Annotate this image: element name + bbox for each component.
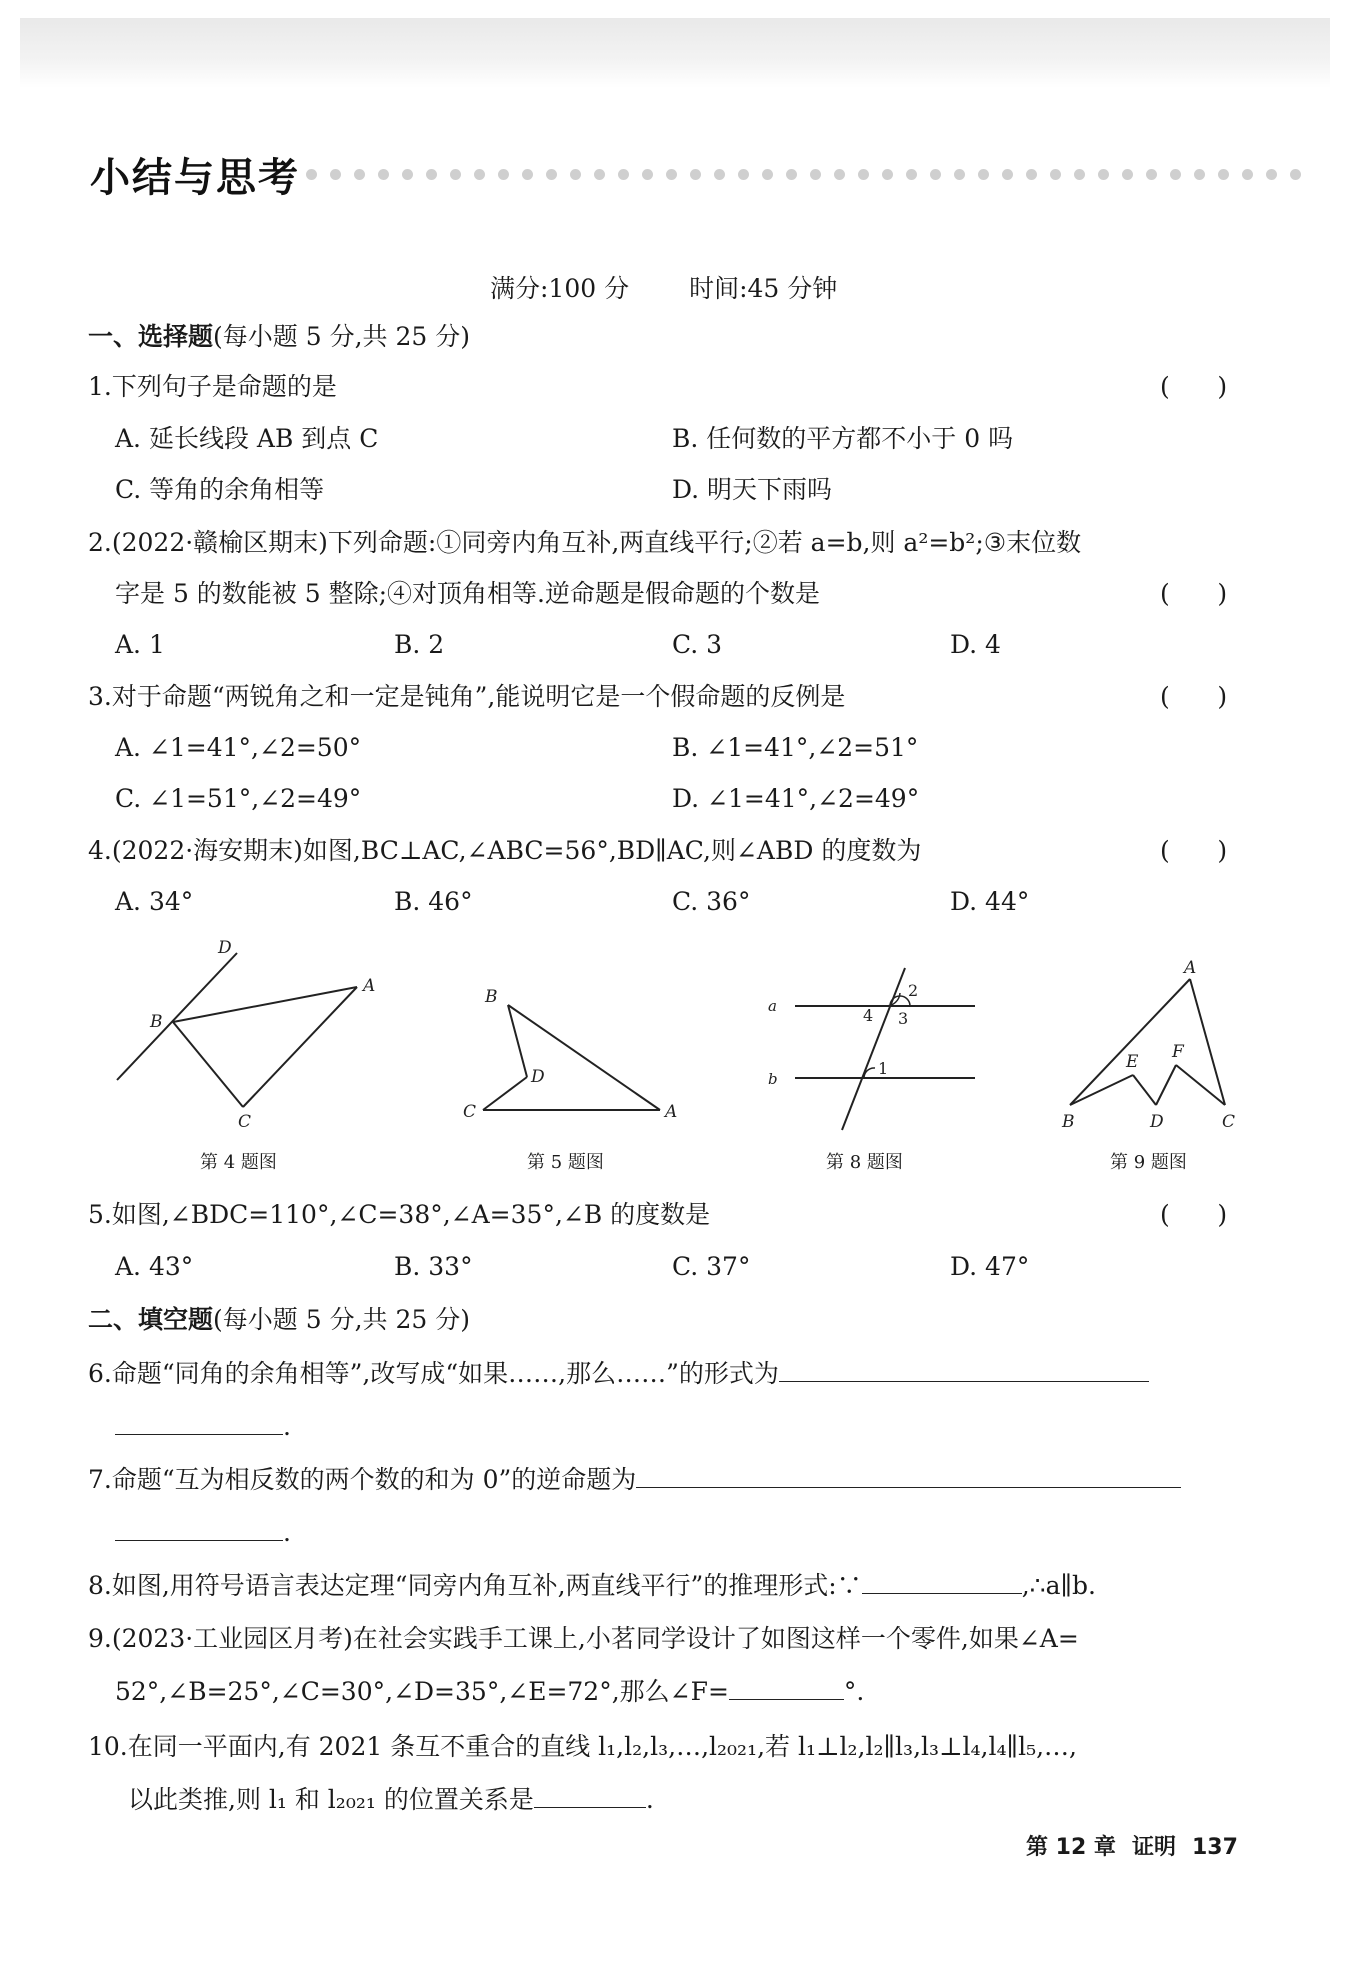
q5-option-c: C. 37° — [672, 1252, 751, 1281]
q7-answer-blank-2[interactable] — [115, 1516, 283, 1541]
q3-option-d: D. ∠1=41°,∠2=49° — [672, 784, 920, 813]
q5-option-b: B. 33° — [394, 1252, 473, 1281]
fig8-label-4: 4 — [863, 1006, 874, 1025]
q7-stem: 7.命题“互为相反数的两个数的和为 0”的逆命题为 — [88, 1465, 637, 1494]
q3-option-b: B. ∠1=41°,∠2=51° — [672, 733, 919, 762]
figure-q4 — [105, 935, 385, 1139]
q1-option-d: D. 明天下雨吗 — [672, 475, 833, 504]
q7-line1 — [88, 1463, 1181, 1497]
q6-answer-blank-2[interactable] — [115, 1410, 283, 1435]
q1-option-c: C. 等角的余角相等 — [115, 475, 325, 504]
fig8-label-a: a — [768, 997, 777, 1015]
page-footer — [1026, 1830, 1238, 1861]
q2-stem-line1: 2.(2022·赣榆区期末)下列命题:①同旁内角互补,两直线平行;②若 a=b,则 a²=b²;③末位数 — [88, 528, 1082, 557]
q10-end: . — [645, 1785, 654, 1814]
figure-q4-caption: 第 4 题图 — [200, 1152, 277, 1173]
q10-line2 — [128, 1783, 654, 1817]
fig9-label-c: C — [1222, 1112, 1236, 1132]
fig9-label-b: B — [1062, 1112, 1075, 1132]
fig9-label-d: D — [1150, 1112, 1164, 1132]
fig8-label-1: 1 — [878, 1059, 889, 1078]
q6-line1 — [88, 1357, 1149, 1391]
fig8-label-b: b — [768, 1070, 778, 1088]
q2-option-a: A. 1 — [115, 630, 165, 659]
q3-option-c: C. ∠1=51°,∠2=49° — [115, 784, 362, 813]
figure-q5-caption: 第 5 题图 — [527, 1152, 604, 1173]
q2-option-b: B. 2 — [394, 630, 445, 659]
q6-stem: 6.命题“同角的余角相等”,改写成“如果……,那么……”的形式为 — [88, 1359, 779, 1388]
q10-answer-blank[interactable] — [534, 1783, 646, 1808]
fig5-label-a: A — [665, 1102, 678, 1122]
q4-answer-paren[interactable]: ( ) — [1160, 836, 1228, 865]
q8-answer-blank[interactable] — [862, 1569, 1022, 1594]
scanned-header-band — [20, 18, 1330, 88]
q9-line2 — [115, 1675, 864, 1709]
fig4-label-a: A — [363, 976, 376, 996]
fig4-label-c: C — [238, 1112, 252, 1132]
q9-end: °. — [843, 1677, 865, 1706]
q6-answer-blank-1[interactable] — [779, 1357, 1149, 1382]
q1-option-a: A. 延长线段 AB 到点 C — [115, 424, 379, 453]
page-number: 137 — [1191, 1835, 1238, 1860]
part1-heading — [88, 320, 470, 354]
fig9-label-a: A — [1184, 958, 1197, 978]
q7-answer-blank-1[interactable] — [636, 1463, 1181, 1488]
part2-heading — [88, 1303, 470, 1337]
q5-option-d: D. 47° — [950, 1252, 1030, 1281]
q10-stem-line2: 以此类推,则 l₁ 和 l₂₀₂₁ 的位置关系是 — [128, 1785, 534, 1814]
fig5-label-c: C — [463, 1102, 477, 1122]
q5-option-a: A. 43° — [115, 1252, 194, 1281]
part2-title: 二、填空题 — [88, 1305, 214, 1334]
q3-answer-paren[interactable]: ( ) — [1160, 682, 1228, 711]
q9-line1: 9.(2023·工业园区月考)在社会实践手工课上,小茗同学设计了如图这样一个零件,如果∠A= — [88, 1624, 1079, 1653]
q1-stem: 1.下列句子是命题的是 — [88, 372, 337, 401]
part2-note: (每小题 5 分,共 25 分) — [213, 1305, 470, 1334]
fig8-label-3: 3 — [898, 1009, 909, 1028]
q7-end: . — [283, 1518, 291, 1547]
fig8-label-2: 2 — [908, 981, 919, 1000]
section-title: 小结与思考 — [90, 155, 300, 201]
q8-end: ,∴a∥b. — [1021, 1571, 1096, 1600]
footer-chapter: 第 12 章 — [1026, 1835, 1116, 1860]
q10-line1: 10.在同一平面内,有 2021 条互不重合的直线 l₁,l₂,l₃,…,l₂₀₂₁,若 l₁⊥l₂,l₂∥l₃,l₃⊥l₄,l₄∥l₅,…, — [88, 1732, 1077, 1761]
q3-option-a: A. ∠1=41°,∠2=50° — [115, 733, 362, 762]
q4-stem: 4.(2022·海安期末)如图,BC⊥AC,∠ABC=56°,BD∥AC,则∠ABD 的度数为 — [88, 836, 922, 865]
fig5-label-d: D — [531, 1067, 545, 1087]
q1-option-b: B. 任何数的平方都不小于 0 吗 — [672, 424, 1014, 453]
q2-option-c: C. 3 — [672, 630, 723, 659]
q8-stem: 8.如图,用符号语言表达定理“同旁内角互补,两直线平行”的推理形式:∵ — [88, 1571, 862, 1600]
footer-title: 证明 — [1131, 1835, 1176, 1860]
q2-option-d: D. 4 — [950, 630, 1001, 659]
figure-q5 — [455, 980, 685, 1134]
part1-note: (每小题 5 分,共 25 分) — [213, 322, 470, 351]
score-info — [490, 272, 837, 306]
q2-answer-paren[interactable]: ( ) — [1160, 579, 1228, 608]
q9-stem-line2: 52°,∠B=25°,∠C=30°,∠D=35°,∠E=72°,那么∠F= — [115, 1677, 729, 1706]
q2-stem-line2: 字是 5 的数能被 5 整除;④对顶角相等.逆命题是假命题的个数是 — [115, 579, 820, 608]
part1-title: 一、选择题 — [88, 322, 214, 351]
fig4-label-b: B — [150, 1012, 163, 1032]
fig9-label-f: F — [1172, 1042, 1184, 1062]
q4-option-a: A. 34° — [115, 887, 194, 916]
title-dot-rule — [306, 165, 1326, 181]
figure-q8-caption: 第 8 题图 — [826, 1152, 903, 1173]
q6-end: . — [283, 1412, 291, 1441]
fig9-label-e: E — [1126, 1052, 1139, 1072]
q9-answer-blank[interactable] — [729, 1675, 844, 1700]
q1-answer-paren[interactable]: ( ) — [1160, 372, 1228, 401]
time-limit: 时间:45 分钟 — [689, 274, 838, 303]
q6-line2 — [115, 1410, 291, 1444]
q8-line — [88, 1569, 1096, 1603]
q4-option-c: C. 36° — [672, 887, 751, 916]
fig4-label-d: D — [218, 938, 232, 958]
full-score: 满分:100 分 — [490, 274, 630, 303]
q5-answer-paren[interactable]: ( ) — [1160, 1200, 1228, 1229]
q4-option-b: B. 46° — [394, 887, 473, 916]
figure-q9-caption: 第 9 题图 — [1110, 1152, 1187, 1173]
q5-stem: 5.如图,∠BDC=110°,∠C=38°,∠A=35°,∠B 的度数是 — [88, 1200, 711, 1229]
q3-stem: 3.对于命题“两锐角之和一定是钝角”,能说明它是一个假命题的反例是 — [88, 682, 846, 711]
fig5-label-b: B — [485, 987, 498, 1007]
figure-q8 — [760, 960, 990, 1144]
q7-line2 — [115, 1516, 291, 1550]
q4-option-d: D. 44° — [950, 887, 1030, 916]
figure-q9 — [1050, 955, 1250, 1139]
